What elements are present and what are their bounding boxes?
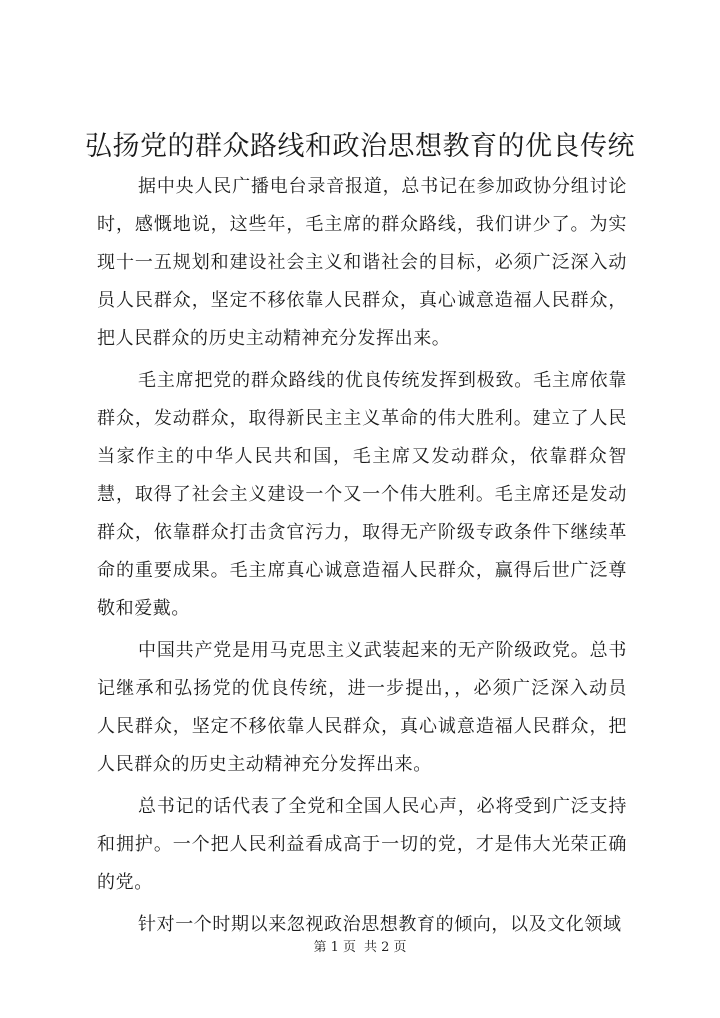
paragraph: 毛主席把党的群众路线的优良传统发挥到极致。毛主席依靠群众，发动群众，取得新民主主义革命的伟大胜利。建立了人民当家作主的中华人民共和国，毛主席又发动群众，依靠群众智慧，取得了社会主义建设一个又一个伟大胜利。毛主席还是发动群众，依靠群众打击贪官污力，取得无产阶级专政条件下继续革命的重要成果。毛主席真心诚意造福人民群众，赢得后世广泛尊敬和爱戴。 — [97, 370, 627, 619]
page-number: 第 1 页 — [313, 940, 356, 955]
paragraph: 据中央人民广播电台录音报道，总书记在参加政协分组讨论时，感慨地说，这些年，毛主席的群众路线，我们讲少了。为实现十一五规划和建设社会主义和谐社会的目标，必须广泛深入动员人民群众，坚定不移依靠人民群众，真心诚意造福人民群众，把人民群众的历史主动精神充分发挥出来。 — [97, 176, 627, 349]
document-title: 弘扬党的群众路线和政治思想教育的优良传统 — [85, 131, 635, 162]
page-footer — [0, 938, 720, 958]
document-body — [97, 168, 627, 948]
paragraph: 针对一个时期以来忽视政治思想教育的倾向，以及文化领域 — [138, 914, 622, 935]
paragraph: 中国共产党是用马克思主义武装起来的无产阶级政党。总书记继承和弘扬党的优良传统，进一步提出，，必须广泛深入动员人民群众，坚定不移依靠人民群众，真心诚意造福人民群众，把人民群众的历史主动精神充分发挥出来。 — [97, 640, 627, 775]
paragraph: 总书记的话代表了全党和全国人民心声，必将受到广泛支持和拥护。一个把人民利益看成高于一切的党，才是伟大光荣正确的党。 — [97, 796, 627, 893]
page-total: 共 2 页 — [364, 940, 407, 955]
